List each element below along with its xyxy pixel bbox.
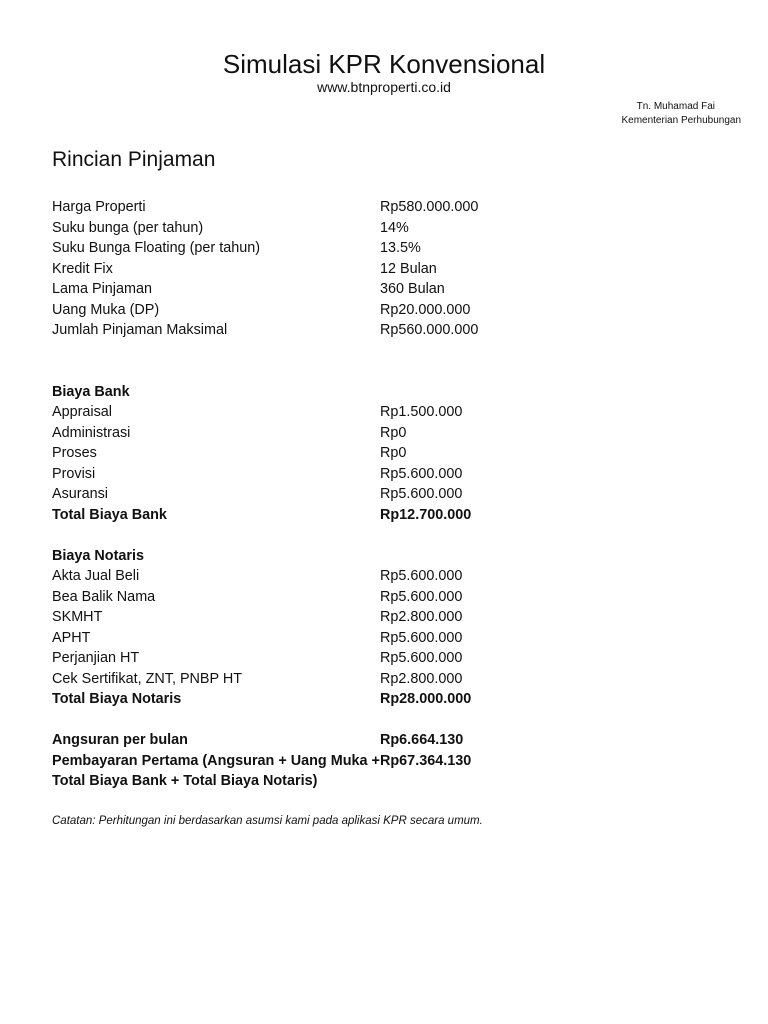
row-value: 14% xyxy=(380,219,409,236)
table-row xyxy=(52,238,512,259)
table-row xyxy=(52,423,512,444)
section-heading-bank-fees: Biaya Bank xyxy=(52,383,130,400)
row-value: 13.5% xyxy=(380,240,421,256)
row-value: Rp67.364.130 xyxy=(380,752,472,769)
table-row xyxy=(52,464,512,485)
bank-fees-heading xyxy=(52,382,512,403)
row-label: SKMHT xyxy=(52,609,103,625)
row-label: Provisi xyxy=(52,465,96,482)
loan-details-table xyxy=(52,197,512,792)
row-value: 12 Bulan xyxy=(380,260,437,277)
table-row xyxy=(52,669,512,690)
client-organization: Kementerian Perhubungan xyxy=(621,115,741,126)
notary-fees-heading xyxy=(52,546,512,567)
row-value: Rp20.000.000 xyxy=(380,301,471,318)
row-label: Pembayaran Pertama (Angsuran + Uang Muka + Total Biaya Bank + Total Biaya Notaris) xyxy=(52,752,380,789)
row-label: Total Biaya Bank xyxy=(52,506,167,523)
row-value: Rp6.664.130 xyxy=(380,732,464,748)
monthly-installment-row xyxy=(52,730,512,751)
spacer xyxy=(52,525,512,546)
client-info xyxy=(521,100,741,128)
row-value: 360 Bulan xyxy=(380,281,445,297)
row-label: Appraisal xyxy=(52,404,112,420)
row-label: Proses xyxy=(52,445,97,461)
row-value: Rp5.600.000 xyxy=(380,465,463,482)
row-value: Rp0 xyxy=(380,424,407,441)
row-label: Kredit Fix xyxy=(52,260,113,277)
row-value: Rp2.800.000 xyxy=(380,670,463,687)
row-label: Suku Bunga Floating (per tahun) xyxy=(52,240,260,256)
spacer xyxy=(52,710,512,731)
row-value: Rp1.500.000 xyxy=(380,404,463,420)
table-row xyxy=(52,402,512,423)
client-name: Tn. Muhamad Fai xyxy=(636,101,715,112)
table-row xyxy=(52,300,512,321)
row-value: Rp580.000.000 xyxy=(380,199,479,215)
row-label: Lama Pinjaman xyxy=(52,281,152,297)
document-title: Simulasi KPR Konvensional xyxy=(222,49,546,79)
row-value: Rp560.000.000 xyxy=(380,322,479,338)
table-row xyxy=(52,218,512,239)
bank-fee-rows xyxy=(52,402,512,505)
first-payment-row xyxy=(52,751,512,792)
row-value: Rp5.600.000 xyxy=(380,629,463,646)
row-value: Rp0 xyxy=(380,445,407,461)
row-label: Harga Properti xyxy=(52,199,146,215)
spacer xyxy=(52,341,512,382)
table-row xyxy=(52,279,512,300)
notary-fee-rows xyxy=(52,566,512,689)
table-row xyxy=(52,628,512,649)
row-label: Administrasi xyxy=(52,424,131,441)
row-value: Rp2.800.000 xyxy=(380,609,463,625)
notary-fees-total-row xyxy=(52,689,512,710)
row-value: Rp5.600.000 xyxy=(380,588,463,605)
row-label: Cek Sertifikat, ZNT, PNBP HT xyxy=(52,670,243,687)
table-row xyxy=(52,566,512,587)
row-value: Rp28.000.000 xyxy=(380,691,472,707)
website-url: www.btnproperti.co.id xyxy=(317,79,451,95)
row-label: Angsuran per bulan xyxy=(52,732,188,748)
table-row xyxy=(52,197,512,218)
row-label: APHT xyxy=(52,629,91,646)
row-value: Rp5.600.000 xyxy=(380,486,463,502)
row-value: Rp5.600.000 xyxy=(380,568,463,584)
row-label: Akta Jual Beli xyxy=(52,568,140,584)
table-row xyxy=(52,443,512,464)
loan-rows xyxy=(52,197,512,341)
row-label: Asuransi xyxy=(52,486,108,502)
footnote: Catatan: Perhitungan ini berdasarkan asumsi kami pada aplikasi KPR secara umum. xyxy=(52,815,483,827)
bank-fees-total-row xyxy=(52,505,512,526)
table-row xyxy=(52,320,512,341)
section-heading-notary-fees: Biaya Notaris xyxy=(52,547,144,564)
table-row xyxy=(52,648,512,669)
row-label: Total Biaya Notaris xyxy=(52,691,182,707)
table-row xyxy=(52,587,512,608)
table-row xyxy=(52,607,512,628)
row-value: Rp12.700.000 xyxy=(380,506,472,523)
table-row xyxy=(52,484,512,505)
row-label: Perjanjian HT xyxy=(52,650,140,666)
row-label: Bea Balik Nama xyxy=(52,588,156,605)
table-row xyxy=(52,259,512,280)
section-heading-loan-details: Rincian Pinjaman xyxy=(52,148,216,171)
row-label: Suku bunga (per tahun) xyxy=(52,219,204,236)
row-label: Jumlah Pinjaman Maksimal xyxy=(52,322,228,338)
row-value: Rp5.600.000 xyxy=(380,650,463,666)
row-label: Uang Muka (DP) xyxy=(52,301,160,318)
